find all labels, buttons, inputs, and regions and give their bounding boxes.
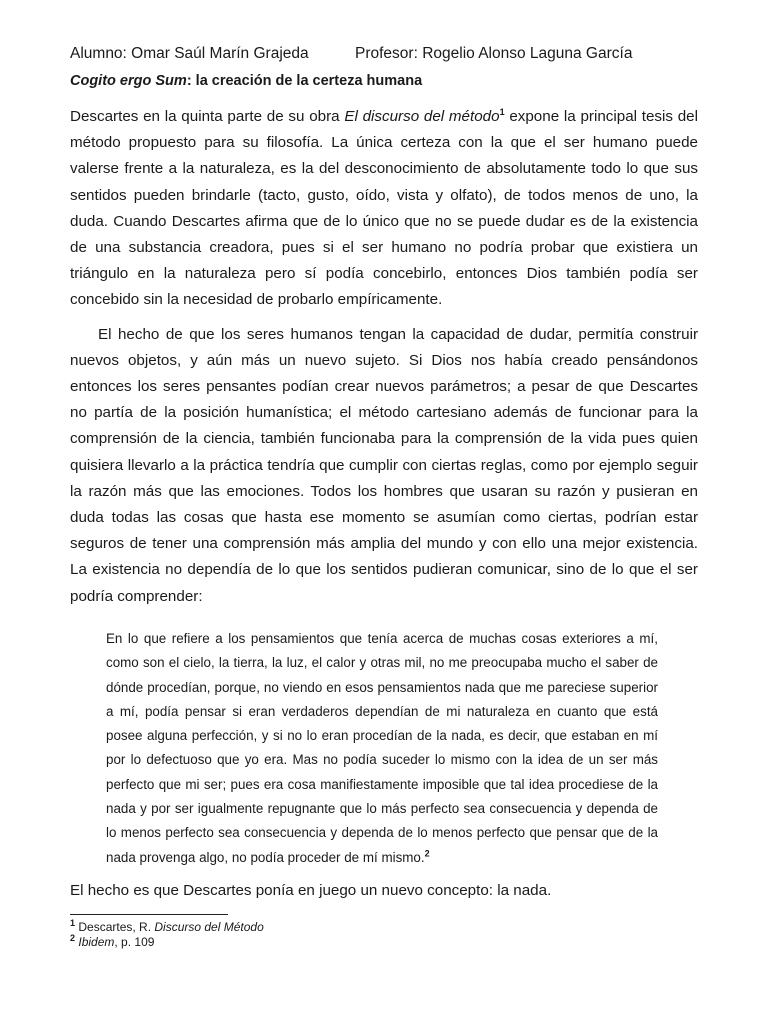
footnote-1-work: Discurso del Método bbox=[154, 920, 264, 934]
footnote-1-author: Descartes, R. bbox=[75, 920, 155, 934]
block-quote bbox=[106, 627, 658, 870]
paragraph-2: El hecho de que los seres humanos tengan la capacidad de dudar, permitía construir nuevos objetos, y aún más un nuevo sujeto. Si Dios nos había creado pensándonos entonces los seres pensantes podían crear nuevos parámetros; a pesar de que Descartes no partía de la posición humanística; el método cartesiano además de funcionar para la comprensión de la ciencia, también funcionaba para la comprensión de la vida pues quien quisiera llevarlo a la práctica tendría que cumplir con ciertas reglas, como por ejemplo seguir la razón más que las emociones. Todos los hombres que usaran su razón y pusieran en duda todas las cosas que hasta ese momento se asumían como ciertas, podrían estar seguros de tener una comprensión más amplia del mundo y con ello una mejor existencia. La existencia no dependía de lo que los sentidos pudieran comunicar, sino de lo que el ser podría comprender: bbox=[70, 325, 698, 605]
essay-title bbox=[70, 73, 698, 89]
footnote-2-mark: 2 bbox=[70, 933, 76, 943]
paragraph-1-start: Descartes en la quinta parte de su obra bbox=[70, 108, 345, 125]
footnote-separator bbox=[70, 914, 228, 915]
teacher-name: Profesor: Rogelio Alonso Laguna García bbox=[355, 45, 633, 62]
essay-title-latin: Cogito ergo Sum bbox=[70, 73, 187, 89]
block-quote-text: En lo que refiere a los pensamientos que tenía acerca de muchas cosas exteriores a mí, como son el cielo, la tierra, la luz, el calor y otras mil, no me preocupaba mucho el saber de dónde procedían, porque, no viendo en esos pensamientos nada que me pareciese superior a mí, podía pensar si eran verdaderos dependían de mi naturaleza en cuanto que está posee alguna perfección, y si no lo eran procedían de la nada, es decir, que estaban en mí por lo defectuoso que yo era. Mas no podía suceder lo mismo con la idea de un ser más perfecto que mi ser; pues era cosa manifiestamente imposible que tal idea procediese de la nada y por ser igualmente repugnante que lo más perfecto sea consecuencia y dependa de lo menos perfecto sea consecuencia y dependa de lo menos perfecto que pensar que de la nada provenga algo, no podía proceder de mí mismo. bbox=[106, 631, 658, 865]
footnote-2-page: , p. 109 bbox=[114, 935, 155, 949]
essay-title-rest: : la creación de la certeza humana bbox=[186, 73, 423, 89]
work-title: El discurso del método bbox=[344, 108, 500, 125]
closing-paragraph: El hecho es que Descartes ponía en juego un nuevo concepto: la nada. bbox=[70, 882, 552, 899]
student-name: Alumno: Omar Saúl Marín Grajeda bbox=[70, 45, 309, 62]
footnote-ref-2[interactable]: 2 bbox=[424, 848, 430, 859]
document-header bbox=[70, 45, 698, 67]
paragraph-1-rest: expone la principal tesis del método propuesto para su filosofía. La única certeza con la que el ser humano puede valerse frente a la naturaleza, es la del desconocimiento de absolutamente todo lo que sus sentidos pueden brindarle (tacto, gusto, oído, vista y olfato), de todos menos de uno, la duda. Cuando Descartes afirma que de lo único que no se puede dudar es de la existencia de una substancia creadora, pues si el ser humano no podría probar que existiera un triángulo en la naturaleza pero sí podía concebirlo, entonces Dios también podía ser concebido sin la necesidad de probarlo empíricamente. bbox=[70, 108, 698, 309]
footnote-ref-1[interactable]: 1 bbox=[499, 106, 505, 117]
paragraph-1 bbox=[70, 104, 698, 314]
footnote-1-mark: 1 bbox=[70, 918, 76, 928]
footnote-2 bbox=[70, 935, 264, 950]
footnotes bbox=[70, 920, 264, 950]
essay-body bbox=[70, 104, 698, 618]
footnote-2-work: Ibidem bbox=[78, 935, 115, 949]
footnote-1 bbox=[70, 920, 264, 935]
